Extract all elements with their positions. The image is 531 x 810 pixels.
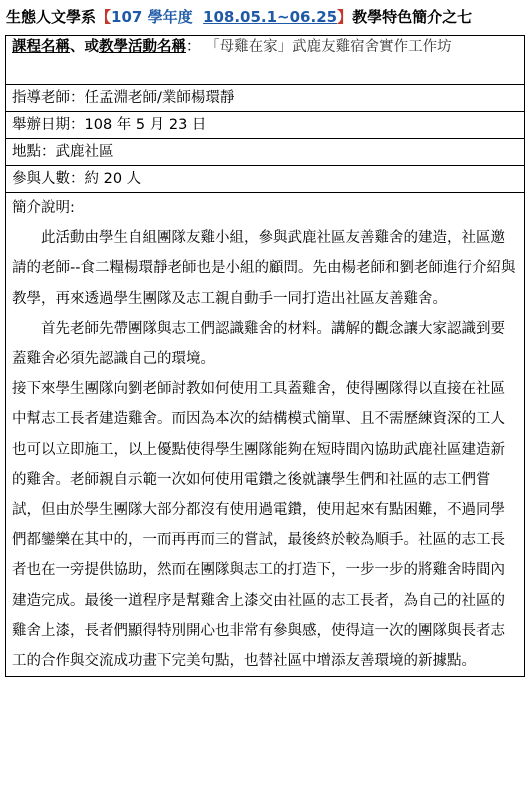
activity-info-table [5,35,525,677]
course-colon: ： [186,39,201,55]
date-row [6,112,525,139]
teacher-row [6,85,525,112]
course-cell [6,36,525,85]
course-name-value: 「母雞在家」武鹿友雞宿舍實作工作坊 [205,39,452,55]
heading-academic-year: 107 學年度 [111,8,193,26]
teacher-cell: 指導老師：任孟淵老師/業師楊環靜 [6,85,525,112]
summary-label: 簡介說明: [12,200,75,216]
summary-cell [6,193,525,677]
heading-bracket-open: 【 [96,8,112,26]
location-row [6,139,525,166]
date-cell: 舉辦日期：108 年 5 月 23 日 [6,112,525,139]
participants-row [6,166,525,193]
location-cell: 地點：武鹿社區 [6,139,525,166]
heading-department: 生態人文學系 [6,8,97,26]
summary-paragraph-2: 首先老師先帶團隊與志工們認識雞舍的材料。講解的觀念讓大家認識到要蓋雞舍必須先認識自己的環境。 [12,320,505,368]
heading-date-range: 108.05.1~06.25 [203,8,338,26]
course-separator: 、或 [70,39,99,55]
heading-suffix: 教學特色簡介之七 [352,8,473,26]
summary-paragraph-3: 接下來學生團隊向劉老師討教如何使用工具蓋雞舍，使得團隊得以直接在社區中幫志工長者建造雞舍。而因為本次的結構模式簡單、且不需歷練資深的工人也可以立即施工，以上優點使得學生團隊能夠在短時間內協助武鹿社區建造新的雞舍。老師親自示範一次如何使用電鑽之後就讓學生們和社區的志工們嘗試，但由於學生團隊大部分都沒有使用過電鑽，使用起來有點困難，不過同學們都鑾樂在其中的，一而再再而三的嘗試，最後終於較為順手。社區的志工長者也在一旁提供協助，然而在團隊與志工的打造下，一步一步的將雞舍時間內建造完成。最後一道程序是幫雞舍上漆交由社區的志工長者，為自己的社區的雞舍上漆，長者們顯得特別開心也非常有參與感，使得這一次的團隊與長者志工的合作與交流成功畫下完美句點，也替社區中增添友善環境的新據點。 [12,381,505,670]
summary-paragraph-1: 此活動由學生自組團隊友雞小組，參與武鹿社區友善雞舍的建造，社區邀請的老師--食二糧楊環靜老師也是小組的顧問。先由楊老師和劉老師進行介紹與教學，再來透過學生團隊及志工親自動手一同打造出社區友善雞舍。 [12,230,516,307]
summary-row [6,193,525,677]
activity-name-label: 教學活動名稱 [99,39,186,55]
course-row [6,36,525,85]
course-name-label: 課程名稱 [12,39,70,55]
participants-cell: 參與人數：約 20 人 [6,166,525,193]
document-heading [6,4,526,30]
heading-bracket-close: 】 [337,8,353,26]
